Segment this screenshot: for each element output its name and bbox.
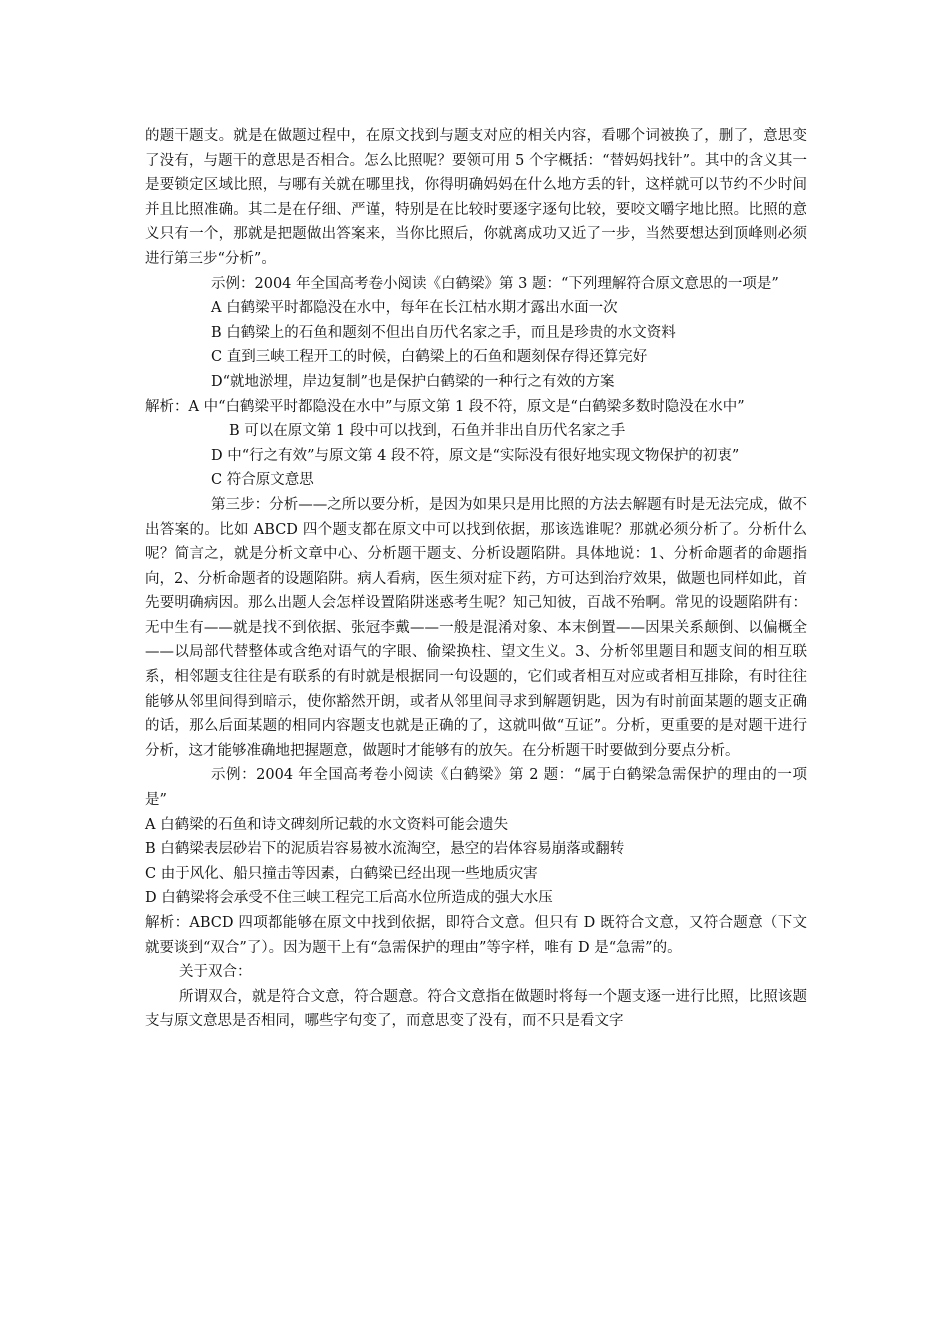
option-a-question-2: A 白鹤梁的石鱼和诗文碑刻所记载的水文资料可能会遗失: [145, 816, 509, 833]
option-d-question-2: D 白鹤梁将会承受不住三峡工程完工后高水位所造成的强大水压: [145, 890, 553, 907]
document-body: [145, 124, 807, 1034]
option-b-question-3: B 白鹤梁上的石鱼和题刻不但出自历代名家之手，而且是珍贵的水文资料: [211, 324, 676, 341]
example-heading-question-3: 示例：2004 年全国高考卷小阅读《白鹤梁》第 3 题：“下列理解符合原文意思的一项是”: [211, 275, 779, 292]
option-d-question-3: D“就地淤埋，岸边复制”也是保护白鹤梁的一种行之有效的方案: [211, 373, 615, 390]
analysis-question-3-b: B 可以在原文第 1 段中可以找到，石鱼并非出自历代名家之手: [229, 423, 626, 440]
option-c-question-3: C 直到三峡工程开工的时候，白鹤梁上的石鱼和题刻保存得还算完好: [211, 349, 648, 366]
analysis-question-3-a: 解析：A 中“白鹤梁平时都隐没在水中”与原文第 1 段不符，原文是“白鹤梁多数时隐没在水中”: [145, 398, 745, 415]
analysis-question-3-c: C 符合原文意思: [211, 472, 314, 489]
option-c-question-2: C 由于风化、船只撞击等因素，白鹤梁已经出现一些地质灾害: [145, 865, 538, 882]
option-a-question-3: A 白鹤梁平时都隐没在水中，每年在长江枯水期才露出水面一次: [211, 300, 618, 317]
paragraph-double-match-definition: 所谓双合，就是符合文意，符合题意。符合文意指在做题时将每一个题支逐一进行比照，比照该题支与原文意思是否相同，哪些字句变了，而意思变了没有，而不只是看文字: [145, 988, 807, 1030]
analysis-question-3-d: D 中“行之有效”与原文第 4 段不符，原文是“实际没有很好地实现文物保护的初衷”: [211, 447, 740, 464]
option-b-question-2: B 白鹤梁表层砂岩下的泥质岩容易被水流淘空，悬空的岩体容易崩落或翻转: [145, 841, 625, 858]
section-heading-double-match: 关于双合：: [179, 964, 252, 981]
analysis-question-2: 解析：ABCD 四项都能够在原文中找到依据，即符合文意。但只有 D 既符合文意，又符合题意（下文就要谈到“双合”了）。因为题干上有“急需保护的理由”等字样，唯有 D 是“急需”的。: [145, 915, 807, 956]
example-heading-question-2: 示例：2004 年全国高考卷小阅读《白鹤梁》第 2 题：“属于白鹤梁急需保护的理由的一项是”: [145, 767, 807, 809]
paragraph-comparison-method: 的题干题支。就是在做题过程中，在原文找到与题支对应的相关内容，看哪个词被换了，删了，意思变了没有，与题干的意思是否相合。怎么比照呢？要领可用 5 个字概括：“替妈妈找针”。其中的含义其一是要锁定区域比照，与哪有关就在哪里找，你得明确妈妈在什么地方丢的针，这样就可以节约不少时间并且比照准确。其二是在仔细、严谨，特别是在比较时要逐字逐句比较，要咬文嚼字地比照。比照的意义只有一个，那就是把题做出答案来，当你比照后，你就离成功又近了一步，当然要想达到顶峰则必须进行第三步“分析”。: [145, 128, 807, 267]
paragraph-step-three-analysis: 第三步：分析——之所以要分析，是因为如果只是用比照的方法去解题有时是无法完成，做不出答案的。比如 ABCD 四个题支都在原文中可以找到依据，那该选谁呢？那就必须分析了。分析什么呢？简言之，就是分析文章中心、分析题干题支、分析设题陷阱。具体地说：1、分析命题者的命题指向，2、分析命题者的设题陷阱。病人看病，医生须对症下药，方可达到治疗效果，做题也同样如此，首先要明确病因。那么出题人会怎样设置陷阱迷惑考生呢？知己知彼，百战不殆啊。常见的设题陷阱有：无中生有——就是找不到依据、张冠李戴——一般是混淆对象、本末倒置——因果关系颠倒、以偏概全——以局部代替整体或含绝对语气的字眼、偷梁换柱、望文生义。3、分析邻里题目和题支间的相互联系，相邻题支往往是有联系的有时就是根据同一句设题的，它们或者相互对应或者相互排除，有时往往能够从邻里间得到暗示，使你豁然开朗，或者从邻里间寻求到解题钥匙，因为有时前面某题的题支正确的话，那么后面某题的相同内容题支也就是正确的了，这就叫做“互证”。分析，更重要的是对题干进行分析，这才能够准确地把握题意，做题时才能够有的放矢。在分析题干时要做到分要点分析。: [145, 496, 807, 759]
